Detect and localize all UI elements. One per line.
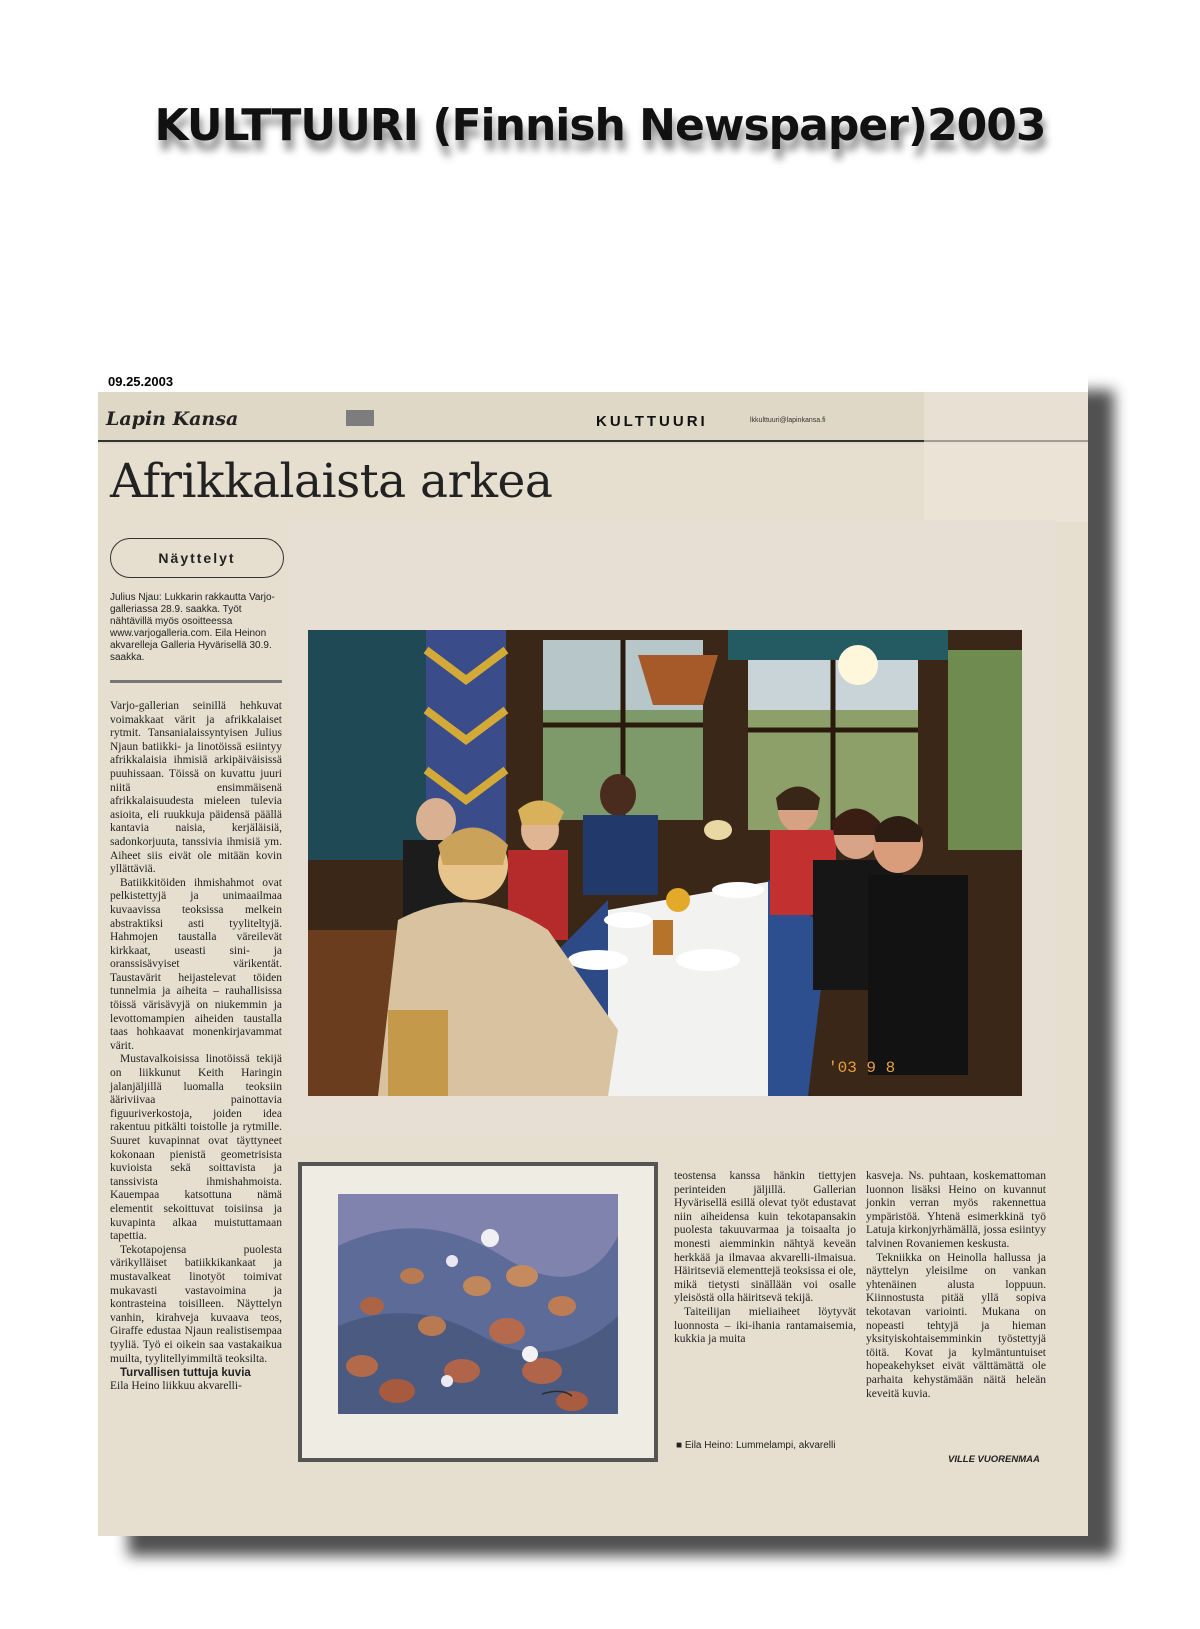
page-heading: KULTTUURI (Finnish Newspaper)2003 — [154, 100, 1046, 151]
paragraph: Tekotapojensa puolesta värikylläiset batiikkikankaat ja mustavalkeat linotyöt toimivat mukavasti vastavoimina ja kontrasteina toisilleen. Näyttelyn vanhin, kirahveja kuvaava teos, Giraffe edustaa Njaun realistisempaa tyyliä. Työ ei oikein saa vastakaikua muilta, tyylitellyimmiltä teoksilta. — [110, 1243, 282, 1365]
paragraph: Mustavalkoisissa linotöissä tekijä on liikkunut Keith Haringin jalanjäljillä luomalla teoksiin ääriviivaa painottavia figuuriverkostoja, joiden idea rakentuu pitkälti toistolle ja rytmille. Suuret kuvapinnat ovat täyttyneet kokonaan pienistä geometrisista kuvioista sekä soittavista ja tanssivista ihmishahmoista. Kauempaa katsottuna nämä elementit sekoittuvat toisiinsa ja kuvapinta alkaa muistuttamaan tapettia. — [110, 1053, 282, 1243]
faded-corner — [924, 392, 1088, 522]
newspaper-clipping — [98, 370, 1088, 1536]
paragraph: kasveja. Ns. puhtaan, koskemattoman luonnon lisäksi Heino on kuvannut jonkin verran myös rakennettua ympäristöä. Yhtenä esimerkkinä työ Latuja kirkonjyrhämällä, jossa esiintyy talvinen Rovaniemen keskusta. — [866, 1170, 1046, 1250]
paragraph: Varjo-gallerian seinillä hehkuvat voimakkaat värit ja afrikkalaiset rytmit. Tansanialaissyntyisen Julius Njaun batiikki- ja linotöissä esiintyy afrikkalaisia ihmisiä arkipäiväisissä puuhissaan. Töissä on kuvattu juuri niitä ensimmäisenä afrikkalaisuudesta mieleen tulevia asioita, eli ruukkuja päidensä päällä kantavia naisia, kerjäläisiä, sadonkorjuuta, tanssivia ihmisiä ym. Aiheet siis eivät ole mitään kovin yllättäviä. — [110, 700, 282, 876]
section-name: KULTTUURI — [596, 413, 708, 430]
lily-pond-painting — [298, 1162, 658, 1462]
author-byline: VILLE VUORENMAA — [948, 1454, 1040, 1465]
article-column-middle — [674, 1170, 856, 1347]
section-label: Näyttelyt — [110, 538, 284, 578]
photo-date-stamp: '03 9 8 — [828, 1059, 896, 1077]
paragraph: Tekniikka on Heinolla hallussa ja näyttelyn yleisilme on vankan yhtenäinen alusta loppuun. Kiinnostusta pitää yllä sopiva tekotavan variointi. Mukana on nopeasti tehtyjä ja hieman yksityiskohtaisemminkin työstettyjä töitä. Kovat ja kylmäntuntuiset hopeakehykset eivät välttämättä ole parhaita kehystämään näitä heleän keveitä kuvia. — [866, 1251, 1046, 1400]
paragraph: teostensa kanssa hänkin tiettyjen perinteiden jäljillä. Gallerian Hyvärisellä esillä olevat työt edustavat niin aiheidensa kuin tekotapansakin puolesta takuuvarmaa ja toisaalta jo monesti aiemminkin nähtyä keveän herkkää ja ilmavaa akvarelli-ilmaisua. Häiritseviä elementtejä teoksissa ei ole, mikä tietysti sinällään voi osalle yleisöstä olla häiritsevä tekijä. — [674, 1170, 856, 1305]
exhibition-info: Julius Njau: Lukkarin rakkautta Varjo-galleriassa 28.9. saakka. Työt nähtävillä myös osoitteessa www.varjogalleria.com. Eila Heinon akvarelleja Galleria Hyvärisellä 30.9. saakka. — [110, 592, 275, 663]
newspaper-name: Lapin Kansa — [106, 408, 239, 430]
paragraph: Eila Heino liikkuu akvarelli- — [110, 1380, 242, 1393]
article-column-left — [110, 700, 282, 1394]
article-subhead: Turvallisen tuttuja kuvia — [120, 1367, 251, 1380]
paragraph: Batiikkitöiden ihmishahmot ovat pelkistettyjä ja unimaailmaa kuvaavissa teoksissa melkein abstraktiksi asti tyyliteltyjä. Hahmojen taustalla väreilevät kirkkaat, useasti sini- ja oranssisävyiset värikentät. Taustavärit heijastelevat töiden tunnelmia ja aiheita – rauhallisissa töissä värisävyjä on niukemmin ja levottomampien aiheiden taustalla taas hohkaavat monenkirjavammat värit. — [110, 876, 282, 1052]
clipping-date: 09.25.2003 — [98, 370, 1088, 392]
masthead-gray-block — [346, 410, 374, 426]
section-email: lkkulttuuri@lapinkansa.fi — [750, 417, 826, 424]
paragraph: Taiteilijan mieliaiheet löytyvät luonnosta – iki-ihania rantamaisemia, kukkia ja muita — [674, 1305, 856, 1346]
article-column-right — [866, 1170, 1046, 1401]
article-headline: Afrikkalaista arkea — [110, 454, 553, 509]
painting-caption: ■ Eila Heino: Lummelampi, akvarelli — [676, 1440, 836, 1451]
dinner-photo — [308, 630, 1022, 1096]
info-divider — [110, 680, 282, 683]
